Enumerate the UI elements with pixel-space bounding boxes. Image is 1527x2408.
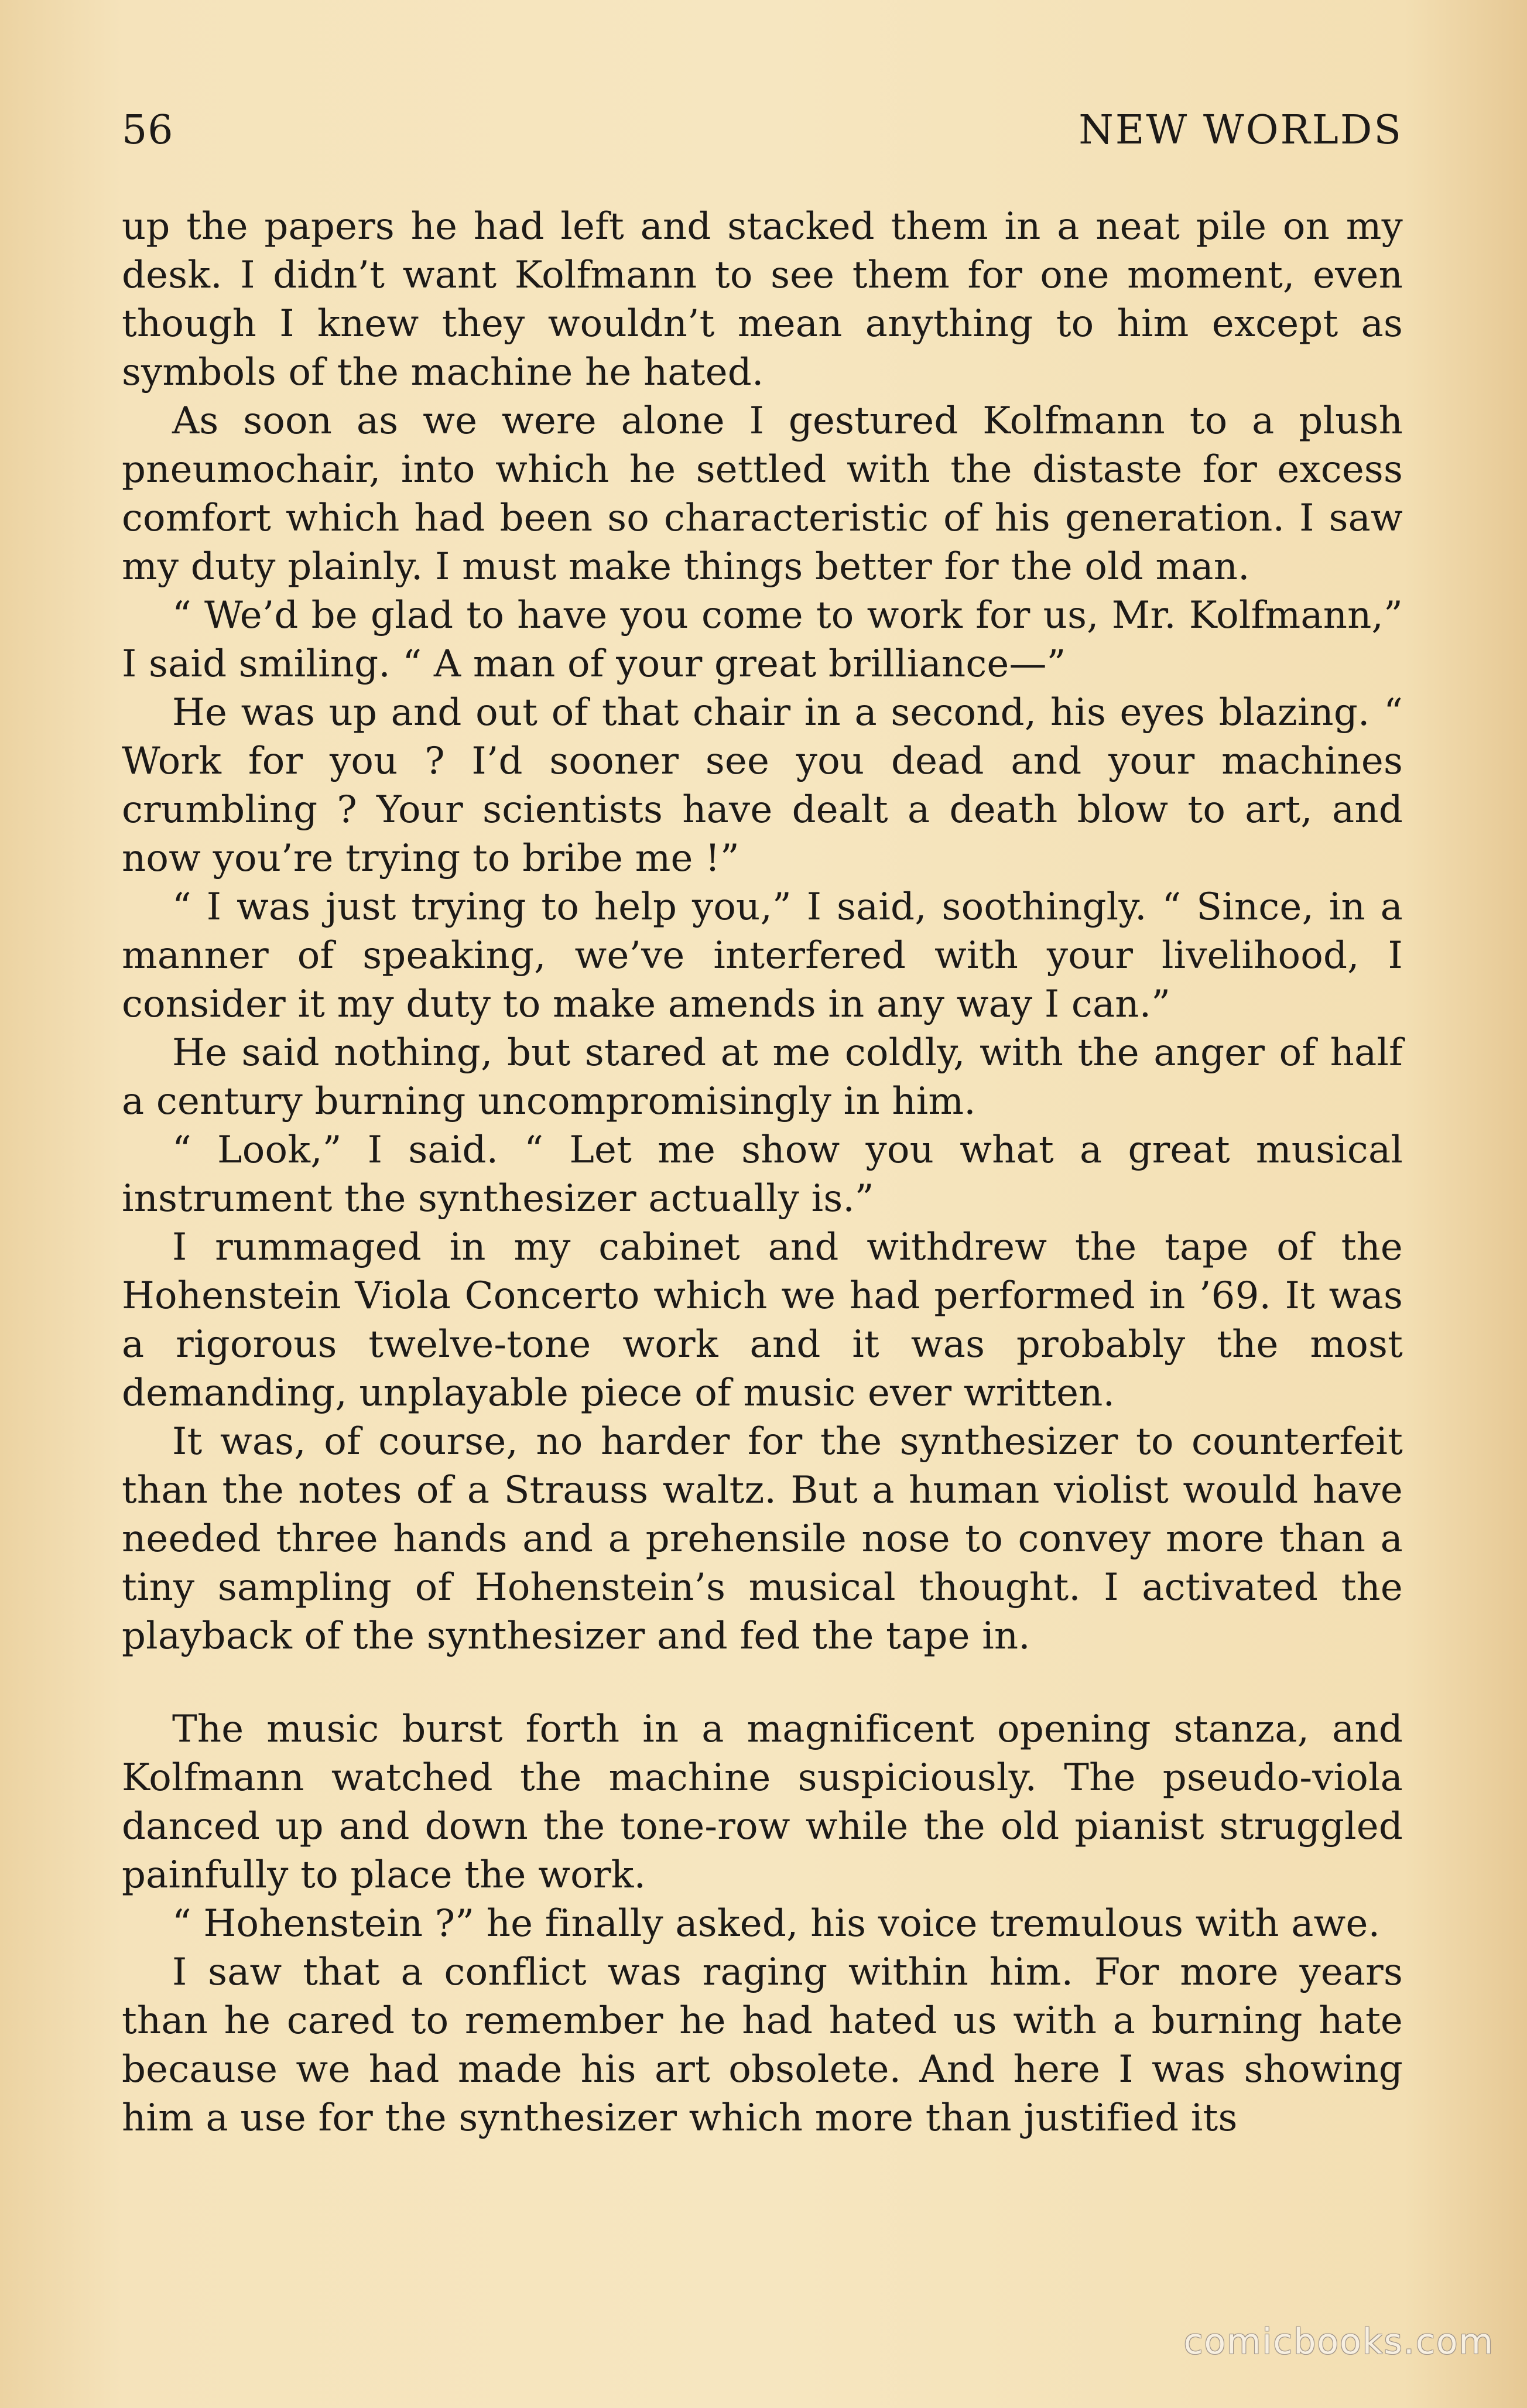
paragraph: up the papers he had left and stacked them in a neat pile on my desk. I didn’t want Kolfmann to see them for one moment, even though I knew they wouldn’t mean anything to him except as symbols of the machine he hated. — [122, 205, 1403, 394]
body-text — [122, 203, 1403, 2143]
running-head: NEW WORLDS — [1079, 107, 1403, 153]
page-number: 56 — [122, 107, 174, 153]
paragraph: I rummaged in my cabinet and withdrew the tape of the Hohenstein Viola Concerto which we had performed in ’69. It was a rigorous twelve-tone work and it was probably the most demanding, unplayable piece of music ever written. — [122, 1226, 1403, 1415]
paragraph: The music burst forth in a magnificent opening stanza, and Kolfmann watched the machine suspiciously. The pseudo-viola danced up and down the tone-row while the old pianist struggled painfully to place the work. — [122, 1708, 1403, 1897]
paragraph: As soon as we were alone I gestured Kolfmann to a plush pneumochair, into which he settled with the distaste for excess comfort which had been so characteristic of his generation. I saw my duty plainly. I must make things better for the old man. — [122, 399, 1403, 589]
paragraph: “ We’d be glad to have you come to work for us, Mr. Kolfmann,” I said smiling. “ A man of your great brilliance—” — [122, 594, 1403, 686]
paragraph: He said nothing, but stared at me coldly, with the anger of half a century burning uncompromisingly in him. — [122, 1031, 1403, 1123]
paragraph: It was, of course, no harder for the synthesizer to counterfeit than the notes of a Strauss waltz. But a human violist would have needed three hands and a prehensile nose to convey more than a tiny sampling of Hohenstein’s musical thought. I activated the playback of the synthesizer and fed the tape in. — [122, 1420, 1403, 1658]
page-header — [122, 104, 1403, 157]
paragraph: “ Hohenstein ?” he finally asked, his voice tremulous with awe. — [172, 1902, 1381, 1945]
paragraph: “ I was just trying to help you,” I said, soothingly. “ Since, in a manner of speaking, we’ve interfered with your livelihood, I consider it my duty to make amends in any way I can.” — [122, 885, 1403, 1026]
paragraph: I saw that a conflict was raging within him. For more years than he cared to remember he had hated us with a burning hate because we had made his art obsolete. And here I was showing him a use for the synthesizer which more than justified its — [122, 1951, 1403, 2140]
watermark: comicbooks.com — [1183, 2321, 1494, 2362]
section-break — [122, 1661, 1403, 1705]
paragraph: “ Look,” I said. “ Let me show you what a great musical instrument the synthesizer actually is.” — [122, 1128, 1403, 1220]
paragraph: He was up and out of that chair in a second, his eyes blazing. “ Work for you ? I’d sooner see you dead and your machines crumbling ? Your scientists have dealt a death blow to art, and now you’re trying to bribe me !” — [122, 691, 1403, 880]
